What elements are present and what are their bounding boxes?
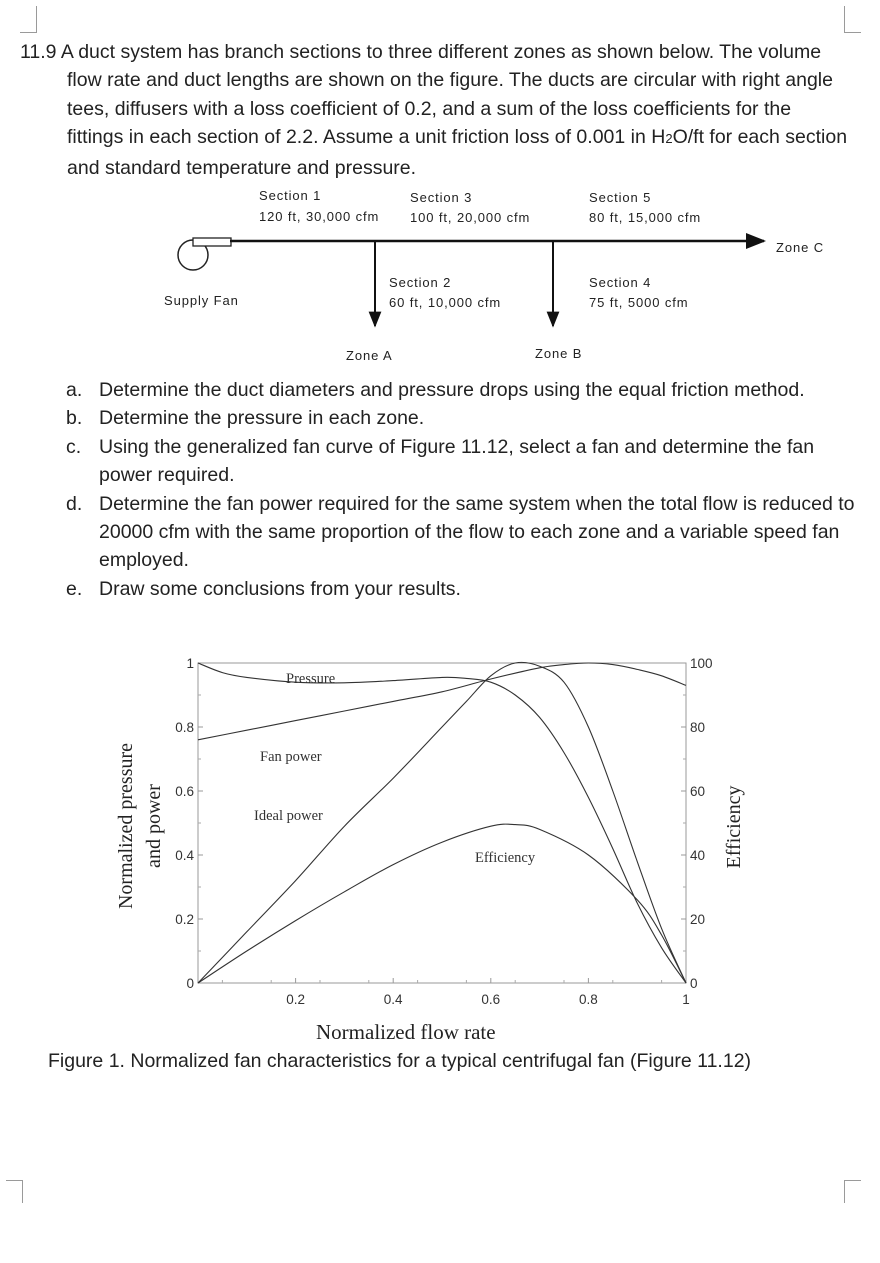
question-text: Determine the duct diameters and pressure drops using the equal friction method. bbox=[99, 379, 805, 401]
zone-a-label: Zone A bbox=[346, 348, 393, 363]
question-c bbox=[66, 433, 856, 490]
y-right-title: Efficiency bbox=[723, 785, 745, 869]
fan-outlet bbox=[193, 238, 231, 246]
y-right-tick-label: 40 bbox=[690, 848, 706, 863]
fan-power-curve bbox=[198, 663, 686, 740]
section1-spec: 120 ft, 30,000 cfm bbox=[259, 209, 380, 224]
supply-fan-label: Supply Fan bbox=[164, 293, 239, 308]
question-d bbox=[66, 490, 856, 575]
x-tick-label: 0.6 bbox=[481, 992, 501, 1007]
crop-mark-bottom-right bbox=[844, 1180, 861, 1203]
label-efficiency: Efficiency bbox=[475, 850, 536, 866]
question-text: Draw some conclusions from your results. bbox=[99, 577, 461, 600]
crop-mark-top-right bbox=[844, 6, 861, 33]
y-left-tick-label: 0.8 bbox=[175, 720, 194, 735]
section4-name: Section 4 bbox=[589, 275, 652, 290]
question-text: Using the generalized fan curve of Figure 11.12, select a fan and determine the fan power required. bbox=[99, 435, 815, 487]
problem-number: 11.9 bbox=[20, 41, 57, 63]
y-left-title-line2: and power bbox=[143, 784, 165, 868]
section4-spec: 75 ft, 5000 cfm bbox=[589, 295, 689, 310]
figure-caption: Figure 1. Normalized fan characteristics for a typical centrifugal fan (Figure 11.12) bbox=[48, 1050, 752, 1072]
y-right-tick-label: 80 bbox=[690, 720, 706, 735]
y-left-tick-label: 0.6 bbox=[175, 784, 194, 799]
y-left-tick-label: 0.4 bbox=[175, 848, 194, 863]
zone-c-label: Zone C bbox=[776, 240, 825, 255]
question-e bbox=[66, 575, 856, 603]
question-letter: a. bbox=[66, 379, 83, 401]
y-right-tick-label: 0 bbox=[690, 976, 698, 991]
section2-name: Section 2 bbox=[389, 275, 452, 290]
problem-text-1: A duct system has branch sections to three different zones as shown below. The volume flow rate and duct lengths are shown on the figure. The ducts are circular with right angle tees, diffusers with a loss coefficient of 0.2, and a sum of the loss coefficients for the fittings in each section of 2.2. Assume a unit friction loss of 0.001 in H bbox=[60, 41, 833, 149]
x-tick-label: 0.8 bbox=[579, 992, 598, 1007]
zone-b-label: Zone B bbox=[535, 346, 583, 361]
question-text: Determine the fan power required for the same system when the total flow is reduced to 20000 cfm with the same proportion of the flow to each zone and a variable speed fan employed. bbox=[99, 492, 855, 572]
y-left-tick-label: 0.2 bbox=[175, 912, 194, 927]
question-a bbox=[66, 376, 856, 404]
question-letter: e. bbox=[66, 577, 83, 600]
crop-mark-top-left bbox=[20, 6, 37, 33]
question-list bbox=[66, 376, 856, 603]
crop-mark-bottom-left bbox=[6, 1180, 23, 1203]
problem-text bbox=[20, 38, 850, 182]
section3-spec: 100 ft, 20,000 cfm bbox=[410, 210, 531, 225]
section2-spec: 60 ft, 10,000 cfm bbox=[389, 295, 502, 310]
h2o-subscript: 2 bbox=[665, 131, 673, 147]
section5-name: Section 5 bbox=[589, 190, 652, 205]
question-b bbox=[66, 404, 856, 432]
section1-name: Section 1 bbox=[259, 188, 322, 203]
question-letter: b. bbox=[66, 407, 83, 430]
y-right-tick-label: 20 bbox=[690, 912, 706, 927]
question-text: Determine the pressure in each zone. bbox=[99, 407, 425, 430]
x-axis-title: Normalized flow rate bbox=[316, 1020, 496, 1044]
x-tick-label: 0.4 bbox=[383, 992, 403, 1007]
section5-spec: 80 ft, 15,000 cfm bbox=[589, 210, 702, 225]
fan-curve-chart bbox=[0, 640, 880, 1020]
label-ideal-power: Ideal power bbox=[254, 808, 323, 824]
y-left-tick-label: 1 bbox=[186, 656, 194, 671]
y-left-tick-label: 0 bbox=[186, 976, 194, 991]
label-pressure: Pressure bbox=[286, 671, 336, 687]
y-left-title-line1: Normalized pressure bbox=[115, 742, 137, 910]
x-tick-label: 0.2 bbox=[286, 992, 305, 1007]
label-fan-power: Fan power bbox=[260, 749, 322, 765]
section3-name: Section 3 bbox=[410, 190, 473, 205]
y-right-tick-label: 100 bbox=[690, 656, 713, 671]
question-letter: c. bbox=[66, 435, 82, 458]
y-right-tick-label: 60 bbox=[690, 784, 706, 799]
question-letter: d. bbox=[66, 492, 83, 515]
problem-statement bbox=[20, 38, 850, 182]
x-tick-label: 1 bbox=[682, 992, 690, 1007]
problem-text-2: O/ft for each section and standard temperature and pressure. bbox=[67, 126, 848, 179]
